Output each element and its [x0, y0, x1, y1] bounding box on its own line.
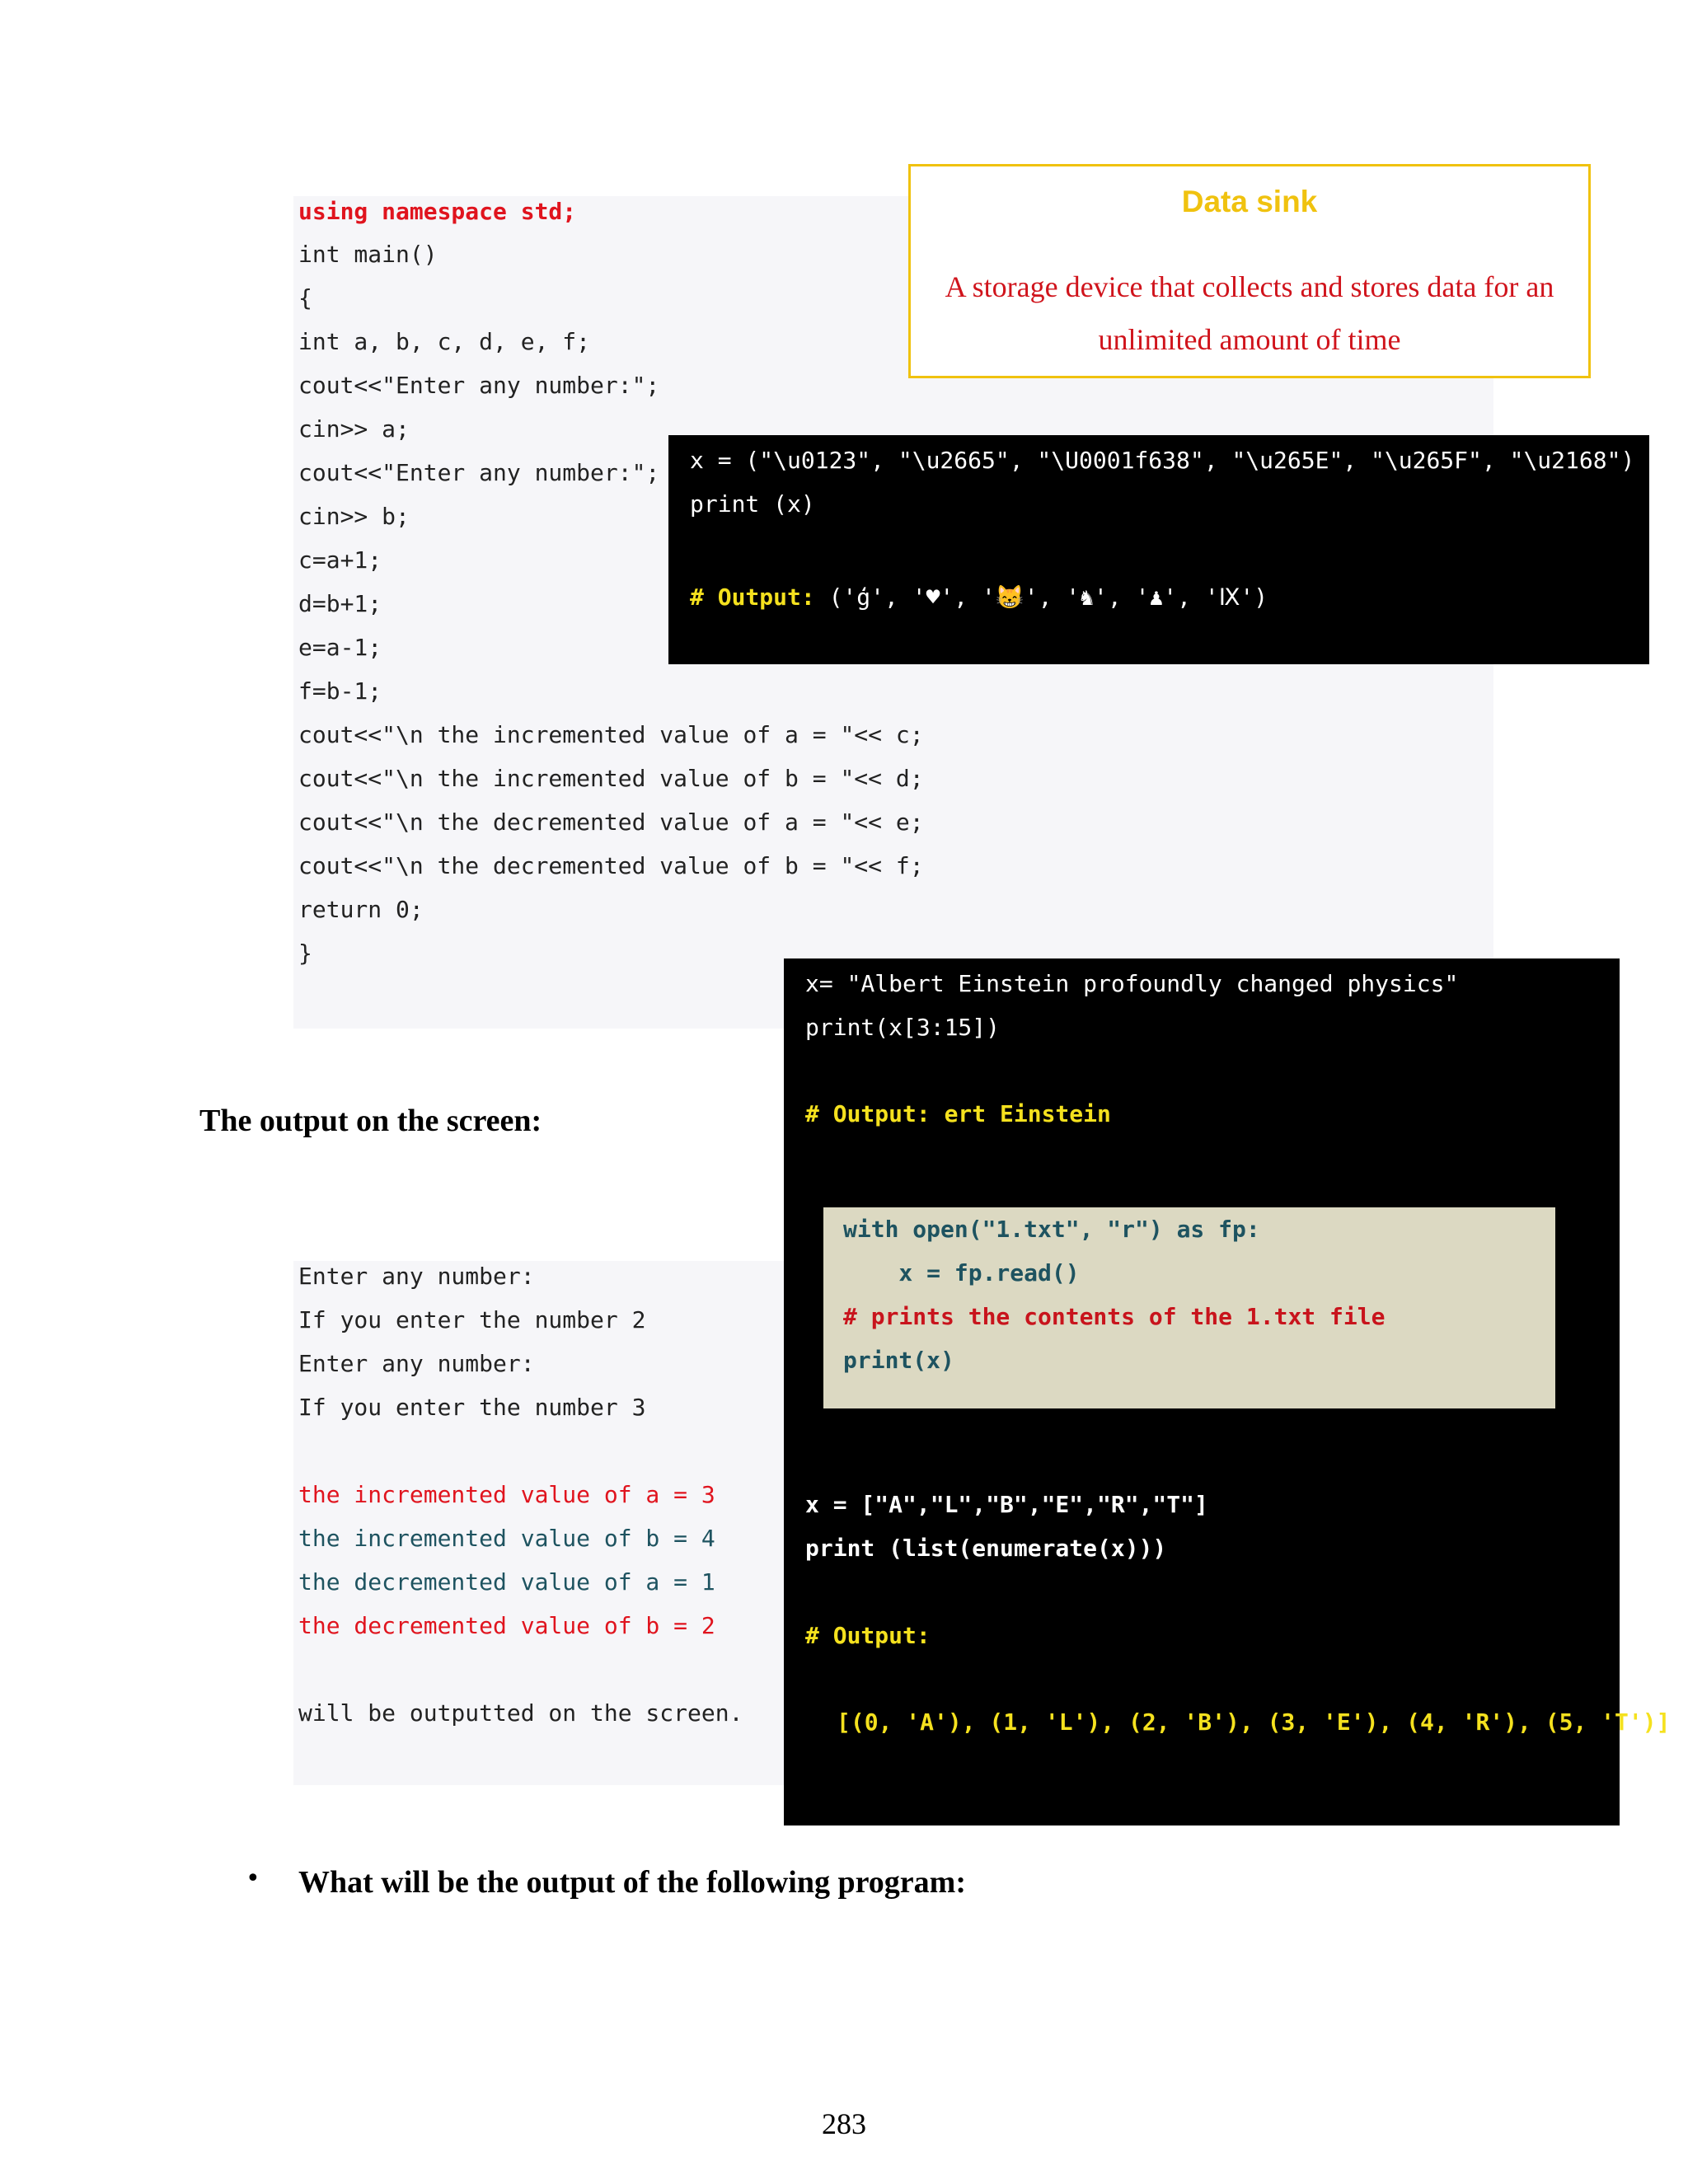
code-line: cin>> a; [298, 415, 410, 443]
code-line: cout<<"\n the decremented value of b = "<< f; [298, 852, 924, 879]
data-sink-title: Data sink [1181, 185, 1318, 218]
file-code-line: print(x) [843, 1347, 954, 1374]
code-line: cout<<"\n the incremented value of a = "<< c; [298, 721, 924, 748]
code-line: int a, b, c, d, e, f; [298, 328, 591, 355]
python-examples-box [784, 958, 1671, 1825]
file-code-comment: # prints the contents of the 1.txt file [843, 1303, 1386, 1330]
code-line-namespace: using namespace std; [298, 198, 577, 225]
data-sink-description-line2: unlimited amount of time [1098, 323, 1401, 356]
unicode-output-value: ('ģ', '♥', '😸', '♞', '♟', 'Ⅸ') [814, 583, 1268, 611]
file-read-code-box [823, 1207, 1555, 1408]
code-line: e=a-1; [298, 634, 382, 661]
code-line: d=b+1; [298, 590, 382, 617]
enumerate-code-line: x = ["A","L","B","E","R","T"] [805, 1491, 1208, 1518]
output-line-highlight: the decremented value of b = 2 [298, 1612, 715, 1639]
unicode-output-label: # Output: [690, 583, 815, 611]
question-text: What will be the output of the following program: [298, 1865, 966, 1900]
data-sink-description [927, 260, 1572, 366]
code-line: return 0; [298, 896, 424, 923]
output-line-highlight: the decremented value of a = 1 [298, 1568, 715, 1596]
code-line: cin>> b; [298, 503, 410, 530]
unicode-output-line [690, 582, 1268, 613]
code-line: int main() [298, 241, 438, 268]
output-line-highlight: the incremented value of a = 3 [298, 1481, 715, 1508]
slice-code-line: x= "Albert Einstein profoundly changed physics" [805, 970, 1459, 997]
file-code-line: with open("1.txt", "r") as fp: [843, 1216, 1260, 1243]
output-line: If you enter the number 2 [298, 1306, 646, 1333]
bullet-marker: • [246, 1864, 260, 1893]
unicode-code-line: x = ("\u0123", "\u2665", "\U0001f638", "\u265E", "\u265F", "\u2168") [690, 447, 1635, 474]
data-sink-callout [908, 164, 1591, 378]
enumerate-output-label: # Output: [805, 1622, 931, 1649]
page-number: 283 [822, 2107, 866, 2140]
output-line: Enter any number: [298, 1350, 535, 1377]
output-panel [293, 1261, 788, 1785]
code-line: } [298, 940, 312, 967]
slice-output-line: # Output: ert Einstein [805, 1100, 1111, 1127]
code-line: cout<<"Enter any number:"; [298, 372, 660, 399]
data-sink-description-line1: A storage device that collects and stores data for an [945, 270, 1554, 303]
unicode-code-line: print (x) [690, 490, 815, 518]
enumerate-output-value: [(0, 'A'), (1, 'L'), (2, 'B'), (3, 'E'), (4, 'R'), (5, 'T')] [837, 1708, 1671, 1736]
enumerate-code-line: print (list(enumerate(x))) [805, 1535, 1167, 1562]
unicode-code-box [668, 435, 1649, 664]
output-line: Enter any number: [298, 1263, 535, 1290]
code-line: cout<<"\n the incremented value of b = "<< d; [298, 765, 924, 792]
output-heading: The output on the screen: [199, 1104, 542, 1138]
code-line: cout<<"Enter any number:"; [298, 459, 660, 486]
code-line: c=a+1; [298, 546, 382, 574]
slice-code-line: print(x[3:15]) [805, 1014, 1001, 1041]
code-line: { [298, 284, 312, 312]
file-code-line: x = fp.read() [843, 1259, 1080, 1286]
code-line: cout<<"\n the decremented value of a = "<< e; [298, 808, 924, 836]
code-line: f=b-1; [298, 677, 382, 705]
output-line-highlight: the incremented value of b = 4 [298, 1525, 715, 1552]
output-line: If you enter the number 3 [298, 1394, 646, 1421]
output-line: will be outputted on the screen. [298, 1699, 743, 1727]
